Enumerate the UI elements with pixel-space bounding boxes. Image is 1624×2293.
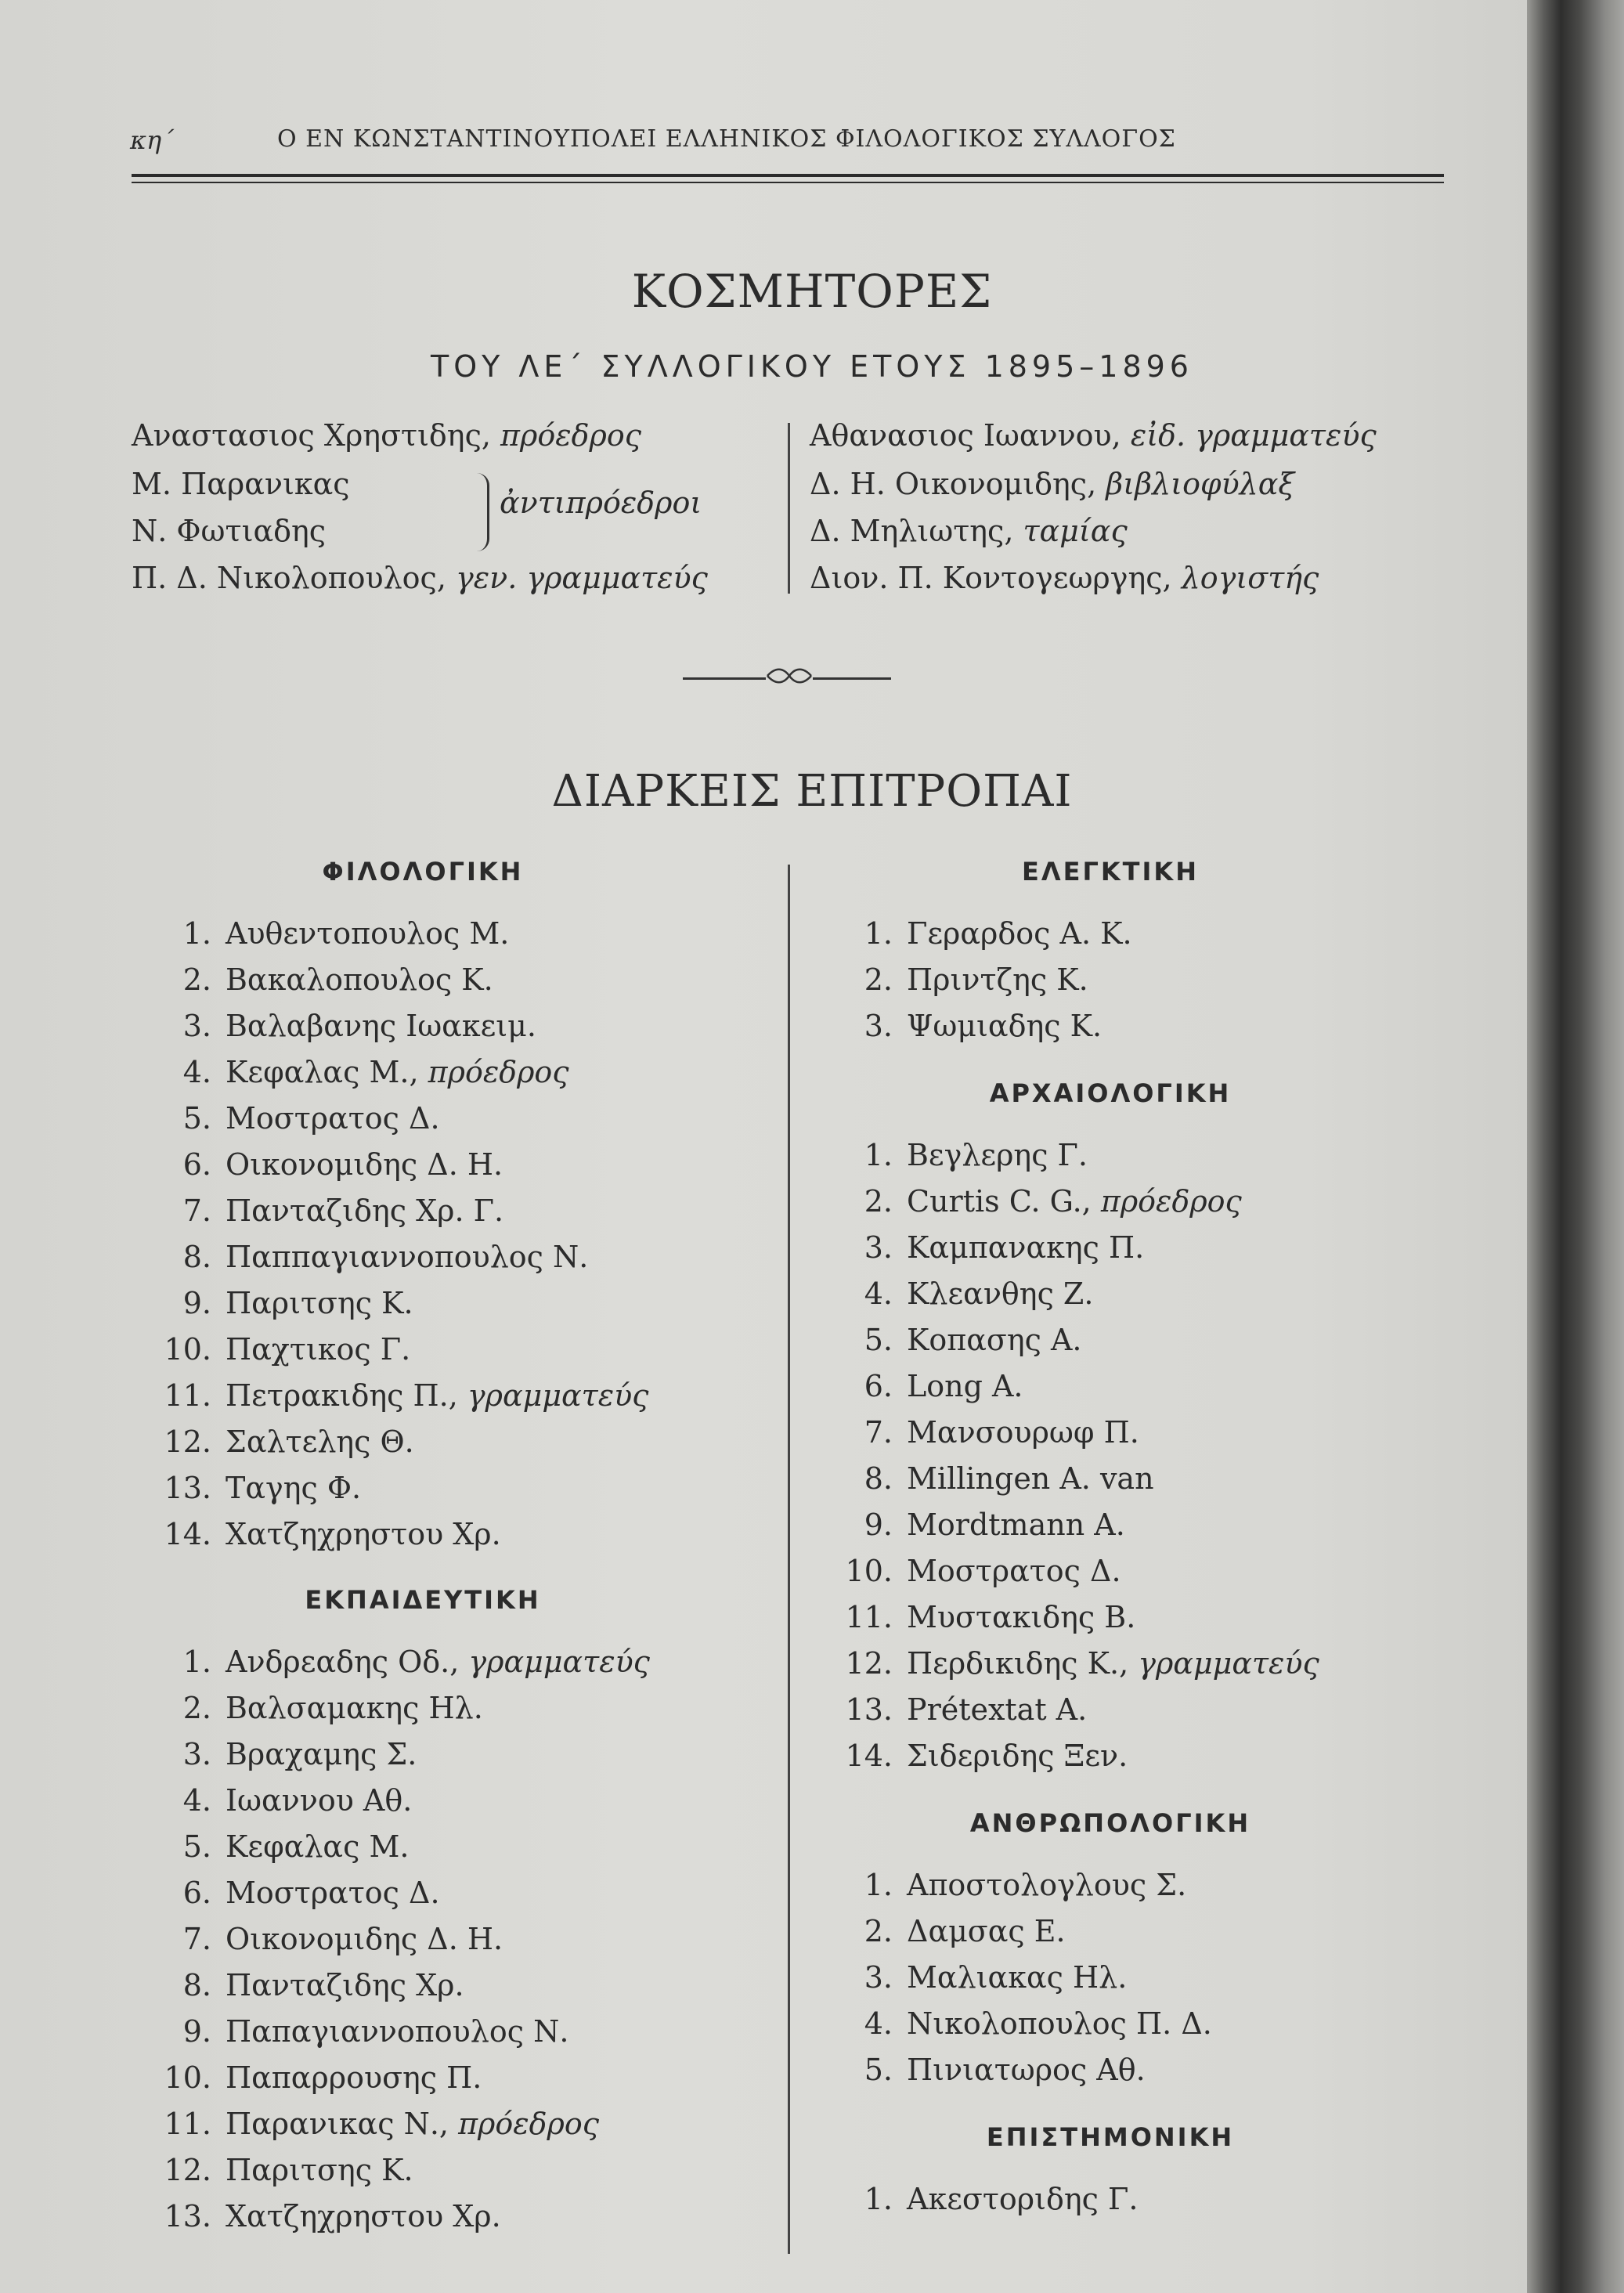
member-name: Πριντζης Κ. xyxy=(907,962,1088,997)
committee-member xyxy=(157,916,799,955)
member-number: 3. xyxy=(182,1009,211,1043)
page-number: κη΄ xyxy=(130,125,175,155)
committee-member xyxy=(157,1922,799,1961)
member-name: Σαλτελης Θ. xyxy=(226,1425,414,1459)
vice-presidents-label: ἀντιπρόεδροι xyxy=(500,486,702,520)
member-name: Νικολοπουλος Π. Δ. xyxy=(907,2006,1212,2041)
committee-member xyxy=(157,962,799,1002)
committee-member xyxy=(157,1876,799,1915)
member-name: Αποστολογλους Σ. xyxy=(907,1868,1187,1902)
member-number: 9. xyxy=(182,1286,211,1320)
member-number: 3. xyxy=(864,1960,893,1995)
member-name: Παππαγιαννοπουλος Ν. xyxy=(226,1240,589,1274)
officer-vice-2: Ν. Φωτιαδης xyxy=(132,514,327,548)
ornament-icon xyxy=(766,664,813,694)
committee-member xyxy=(157,1332,799,1371)
member-name: Ψωμιαδης Κ. xyxy=(907,1009,1103,1043)
committee-member xyxy=(157,1517,799,1556)
member-name: Μαλιακας Ηλ. xyxy=(907,1960,1128,1995)
member-number: 8. xyxy=(182,1240,211,1274)
committee-member xyxy=(838,916,1480,955)
committee-member xyxy=(838,1868,1480,1907)
committee-member xyxy=(157,1378,799,1417)
ornament-line-left xyxy=(683,677,766,680)
member-number: 4. xyxy=(864,1276,893,1311)
member-number: 1. xyxy=(182,1645,211,1679)
committee-member xyxy=(157,1286,799,1325)
member-number: 2. xyxy=(182,1691,211,1725)
member-name: Curtis C. G., πρόεδρος xyxy=(907,1184,1242,1219)
committee-title: ΕΚΠΑΙΔΕΥΤΙΚΗ xyxy=(305,1585,541,1615)
committee-member xyxy=(157,2060,799,2100)
member-name: Δαμσας Ε. xyxy=(907,1914,1066,1948)
committee-member xyxy=(838,1960,1480,1999)
member-number: 1. xyxy=(182,916,211,951)
member-name: Χατζηχρηστου Χρ. xyxy=(226,1517,501,1551)
ornament-line-right xyxy=(813,677,891,680)
committee-member xyxy=(157,2199,799,2238)
member-name: Πινιατωρος Αθ. xyxy=(907,2053,1146,2087)
member-name: Παρανικας Ν., πρόεδρος xyxy=(226,2107,600,2141)
member-name: Πανταζιδης Χρ. Γ. xyxy=(226,1193,504,1228)
member-name: Χατζηχρηστου Χρ. xyxy=(226,2199,501,2233)
member-name: Γεραρδος Α. Κ. xyxy=(907,916,1132,951)
board-column-divider xyxy=(788,423,790,594)
member-number: 4. xyxy=(864,2006,893,2041)
committee-title: ΑΝΘΡΩΠΟΛΟΓΙΚΗ xyxy=(969,1808,1251,1838)
member-name: Βεγλερης Γ. xyxy=(907,1138,1088,1172)
officer-president: Αναστασιος Χρηστιδης, πρόεδρος xyxy=(132,418,641,453)
committee-member xyxy=(838,1739,1480,1778)
committee-member xyxy=(838,1230,1480,1269)
member-number: 6. xyxy=(864,1369,893,1403)
committee-title: ΦΙΛΟΛΟΓΙΚΗ xyxy=(322,857,524,887)
committee-member xyxy=(157,1101,799,1140)
member-role: γραμματεύς xyxy=(467,1378,649,1413)
member-name: Long A. xyxy=(907,1369,1023,1403)
member-name: Σιδεριδης Ξεν. xyxy=(907,1739,1128,1773)
member-number: 2. xyxy=(864,1914,893,1948)
committee-member xyxy=(838,1369,1480,1408)
committee-title: ΑΡΧΑΙΟΛΟΓΙΚΗ xyxy=(989,1078,1232,1108)
committee-member xyxy=(157,2107,799,2146)
committee-member xyxy=(838,1554,1480,1593)
committee-member xyxy=(157,2153,799,2192)
member-number: 5. xyxy=(864,2053,893,2087)
member-name: Οικονομιδης Δ. Η. xyxy=(226,1147,503,1182)
member-role: γραμματεύς xyxy=(1138,1646,1319,1681)
member-number: 6. xyxy=(182,1876,211,1910)
committee-member xyxy=(157,1009,799,1048)
member-number: 4. xyxy=(182,1783,211,1818)
committees-title: ΔΙΑΡΚΕΙΣ ΕΠΙΤΡΟΠΑΙ xyxy=(551,766,1073,817)
member-name: Πανταζιδης Χρ. xyxy=(226,1968,464,2002)
member-number: 14. xyxy=(845,1739,893,1773)
member-number: 1. xyxy=(864,2182,893,2216)
member-name: Οικονομιδης Δ. Η. xyxy=(226,1922,503,1956)
committee-member xyxy=(838,1646,1480,1685)
committee-member xyxy=(838,2182,1480,2221)
header-rule-thick xyxy=(132,174,1444,177)
committee-member xyxy=(838,1692,1480,1731)
committee-title: ΕΛΕΓΚΤΙΚΗ xyxy=(1022,857,1199,887)
member-number: 12. xyxy=(845,1646,893,1681)
member-role: πρόεδρος xyxy=(458,2107,600,2141)
member-number: 8. xyxy=(182,1968,211,2002)
member-number: 1. xyxy=(864,1868,893,1902)
committee-member xyxy=(838,1600,1480,1639)
committee-member xyxy=(838,1276,1480,1316)
member-name: Prétextat A. xyxy=(907,1692,1088,1727)
committee-member xyxy=(157,1691,799,1730)
committee-member xyxy=(838,1184,1480,1223)
member-name: Μοστρατος Δ. xyxy=(907,1554,1121,1588)
member-number: 9. xyxy=(864,1508,893,1542)
member-name: Mordtmann A. xyxy=(907,1508,1125,1542)
member-role: γραμματεύς xyxy=(468,1645,650,1679)
member-number: 13. xyxy=(164,1471,211,1505)
member-name: Μοστρατος Δ. xyxy=(226,1101,440,1136)
member-name: Παπαρρουσης Π. xyxy=(226,2060,482,2095)
committee-member xyxy=(838,1914,1480,1953)
officer-general-secretary: Π. Δ. Νικολοπουλος, γεν. γραμματεύς xyxy=(132,561,708,595)
member-name: Ταγης Φ. xyxy=(226,1471,362,1505)
committee-title: ΕΠΙΣΤΗΜΟΝΙΚΗ xyxy=(986,2122,1235,2152)
member-number: 2. xyxy=(864,1184,893,1219)
member-number: 6. xyxy=(182,1147,211,1182)
member-name: Μυστακιδης Β. xyxy=(907,1600,1136,1634)
member-name: Κοπασης Α. xyxy=(907,1323,1082,1357)
member-number: 4. xyxy=(182,1055,211,1089)
member-number: 12. xyxy=(164,2153,211,2187)
member-number: 10. xyxy=(164,2060,211,2095)
vice-brace xyxy=(476,473,489,551)
member-number: 14. xyxy=(164,1517,211,1551)
officer-special-secretary: Αθανασιος Ιωαννου, εἰδ. γραμματεύς xyxy=(810,418,1377,453)
member-number: 13. xyxy=(845,1692,893,1727)
member-name: Μοστρατος Δ. xyxy=(226,1876,440,1910)
running-title: Ο ΕΝ ΚΩΝΣΤΑΝΤΙΝΟΥΠΟΛΕΙ ΕΛΛΗΝΙΚΟΣ ΦΙΛΟΛΟΓΙΚΟΣ ΣΥΛΛΟΓΟΣ xyxy=(277,125,1176,153)
board-title: ΚΟΣΜΗΤΟΡΕΣ xyxy=(631,265,993,318)
member-name: Ανδρεαδης Οδ., γραμματεύς xyxy=(226,1645,650,1679)
member-name: Millingen A. van xyxy=(907,1461,1154,1496)
member-number: 10. xyxy=(845,1554,893,1588)
committee-member xyxy=(157,1240,799,1279)
committee-member xyxy=(157,1055,799,1094)
member-number: 3. xyxy=(864,1009,893,1043)
committee-member xyxy=(838,2053,1480,2092)
header-rule-thin xyxy=(132,182,1444,183)
committee-member xyxy=(157,1737,799,1776)
committee-member xyxy=(838,1461,1480,1500)
member-name: Παριτσης Κ. xyxy=(226,2153,413,2187)
member-name: Παπαγιαννοπουλος Ν. xyxy=(226,2014,569,2049)
member-name: Αυθεντοπουλος Μ. xyxy=(226,916,510,951)
member-number: 11. xyxy=(164,1378,211,1413)
member-number: 12. xyxy=(164,1425,211,1459)
member-number: 10. xyxy=(164,1332,211,1367)
member-number: 5. xyxy=(182,1101,211,1136)
member-number: 3. xyxy=(864,1230,893,1265)
member-number: 11. xyxy=(845,1600,893,1634)
member-name: Παχτικος Γ. xyxy=(226,1332,411,1367)
member-name: Μανσουρωφ Π. xyxy=(907,1415,1139,1450)
officer-treasurer: Δ. Μηλιωτης, ταμίας xyxy=(810,514,1128,548)
member-number: 5. xyxy=(182,1829,211,1864)
member-number: 8. xyxy=(864,1461,893,1496)
member-role: πρόεδρος xyxy=(428,1055,569,1089)
member-number: 9. xyxy=(182,2014,211,2049)
member-name: Βαλαβανης Ιωακειμ. xyxy=(226,1009,536,1043)
committee-member xyxy=(838,2006,1480,2046)
committee-member xyxy=(157,1147,799,1186)
member-name: Ιωαννου Αθ. xyxy=(226,1783,413,1818)
officer-vice-1: Μ. Παρανικας xyxy=(132,467,350,501)
member-name: Παριτσης Κ. xyxy=(226,1286,413,1320)
member-name: Καμπανακης Π. xyxy=(907,1230,1145,1265)
committee-member xyxy=(157,1829,799,1869)
member-number: 5. xyxy=(864,1323,893,1357)
officer-librarian: Δ. Η. Οικονομιδης, βιβλιοφύλαξ xyxy=(810,467,1295,501)
board-subtitle: ΤΟΥ ΛΕ΄ ΣΥΛΛΟΓΙΚΟΥ ΕΤΟΥΣ 1895–1896 xyxy=(431,349,1193,384)
member-number: 7. xyxy=(864,1415,893,1450)
committee-member xyxy=(157,1193,799,1233)
officer-accountant: Διον. Π. Κοντογεωργης, λογιστής xyxy=(810,561,1319,595)
member-number: 2. xyxy=(864,962,893,997)
member-number: 1. xyxy=(864,916,893,951)
committee-member xyxy=(838,1138,1480,1177)
member-role: πρόεδρος xyxy=(1100,1184,1242,1219)
member-number: 7. xyxy=(182,1922,211,1956)
committee-member xyxy=(838,962,1480,1002)
member-name: Βακαλοπουλος Κ. xyxy=(226,962,493,997)
committee-member xyxy=(838,1508,1480,1547)
member-number: 11. xyxy=(164,2107,211,2141)
book-spine-shadow xyxy=(1527,0,1624,2293)
committee-member xyxy=(157,1471,799,1510)
member-name: Περδικιδης Κ., γραμματεύς xyxy=(907,1646,1319,1681)
member-name: Κεφαλας Μ. xyxy=(226,1829,410,1864)
committee-member xyxy=(157,1425,799,1464)
committee-member xyxy=(157,2014,799,2053)
member-name: Πετρακιδης Π., γραμματεύς xyxy=(226,1378,649,1413)
member-number: 7. xyxy=(182,1193,211,1228)
member-number: 13. xyxy=(164,2199,211,2233)
member-number: 1. xyxy=(864,1138,893,1172)
committee-member xyxy=(838,1009,1480,1048)
member-name: Βραχαμης Σ. xyxy=(226,1737,417,1771)
member-name: Ακεστοριδης Γ. xyxy=(907,2182,1139,2216)
committee-member xyxy=(838,1323,1480,1362)
member-name: Βαλσαμακης Ηλ. xyxy=(226,1691,483,1725)
member-number: 2. xyxy=(182,962,211,997)
member-name: Κλεανθης Ζ. xyxy=(907,1276,1094,1311)
committee-member xyxy=(838,1415,1480,1454)
member-name: Κεφαλας Μ., πρόεδρος xyxy=(226,1055,569,1089)
committee-member xyxy=(157,1968,799,2007)
member-number: 3. xyxy=(182,1737,211,1771)
committee-member xyxy=(157,1645,799,1684)
committee-member xyxy=(157,1783,799,1822)
